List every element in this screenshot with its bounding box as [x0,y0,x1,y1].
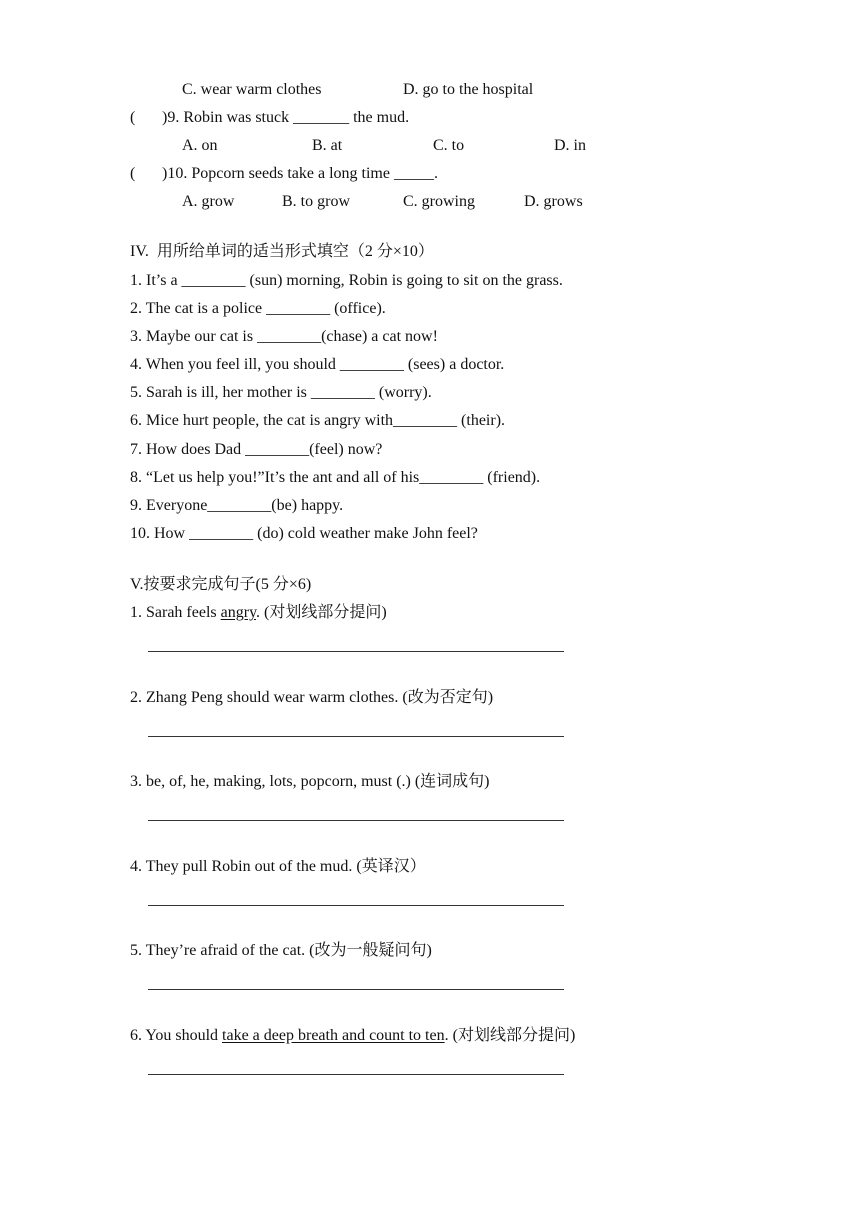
q10-option-b: B. to grow [282,193,350,210]
q10-option-d: D. grows [524,193,583,210]
q9-option-c: C. to [433,137,465,154]
answer-line[interactable] [148,989,564,990]
section-4-item: 1. It’s a ________ (sun) morning, Robin is going to sit on the grass. [130,272,563,289]
section-5-item [130,857,426,877]
q10-answer-paren: ( [130,165,136,182]
q8-option-d: D. go to the hospital [403,81,534,98]
section-4-item: 2. The cat is a police ________ (office). [130,300,386,317]
section-5-item [130,688,493,708]
section-5-item [130,603,387,623]
section-5-heading: V.按要求完成句子(5 分×6) [130,576,312,593]
section-5-item [130,772,490,792]
section-4-item: 4. When you feel ill, you should ________ (sees) a doctor. [130,356,505,373]
answer-line[interactable] [148,1074,564,1075]
item-text: 1. Sarah feels [130,604,221,621]
underlined-text: take a deep breath and count to ten [222,1027,445,1044]
section-4-item: 5. Sarah is ill, her mother is ________ (worry). [130,384,432,401]
q9-stem: )9. Robin was stuck _______ the mud. [162,109,410,126]
underlined-text: angry [220,604,257,621]
q10-option-a: A. grow [182,193,235,210]
q10-stem: )10. Popcorn seeds take a long time _____. [162,165,438,182]
q9-option-b: B. at [312,137,343,154]
section-4-item: 10. How ________ (do) cold weather make John feel? [130,525,478,542]
q10-option-c: C. growing [403,193,475,210]
q8-option-c: C. wear warm clothes [182,81,322,98]
answer-line[interactable] [148,820,564,821]
answer-line[interactable] [148,905,564,906]
item-text: 6. You should [130,1027,223,1044]
section-5-item [130,941,432,961]
section-4-heading: IV. 用所给单词的适当形式填空（2 分×10） [130,243,434,260]
section-4-item: 9. Everyone________(be) happy. [130,497,344,514]
answer-line[interactable] [148,736,564,737]
item-instruction: . (对划线部分提问) [256,604,387,621]
q9-option-d: D. in [554,137,586,154]
section-4-item: 7. How does Dad ________(feel) now? [130,441,383,458]
item-text: 3. be, of, he, making, lots, popcorn, must (.) (连词成句) [130,773,490,790]
q9-option-a: A. on [182,137,218,154]
answer-line[interactable] [148,651,564,652]
section-5-item [130,1026,575,1046]
item-text: 4. They pull Robin out of the mud. (英译汉） [130,858,426,875]
item-text: 5. They’re afraid of the cat. (改为一般疑问句) [130,942,432,959]
section-4-item: 6. Mice hurt people, the cat is angry with________ (their). [130,412,506,429]
section-4-item: 8. “Let us help you!”It’s the ant and all of his________ (friend). [130,469,541,486]
q9-answer-paren: ( [130,109,136,126]
item-text: 2. Zhang Peng should wear warm clothes. (改为否定句) [130,689,494,706]
section-4-item: 3. Maybe our cat is ________(chase) a cat now! [130,328,438,345]
item-instruction: . (对划线部分提问) [444,1027,576,1044]
